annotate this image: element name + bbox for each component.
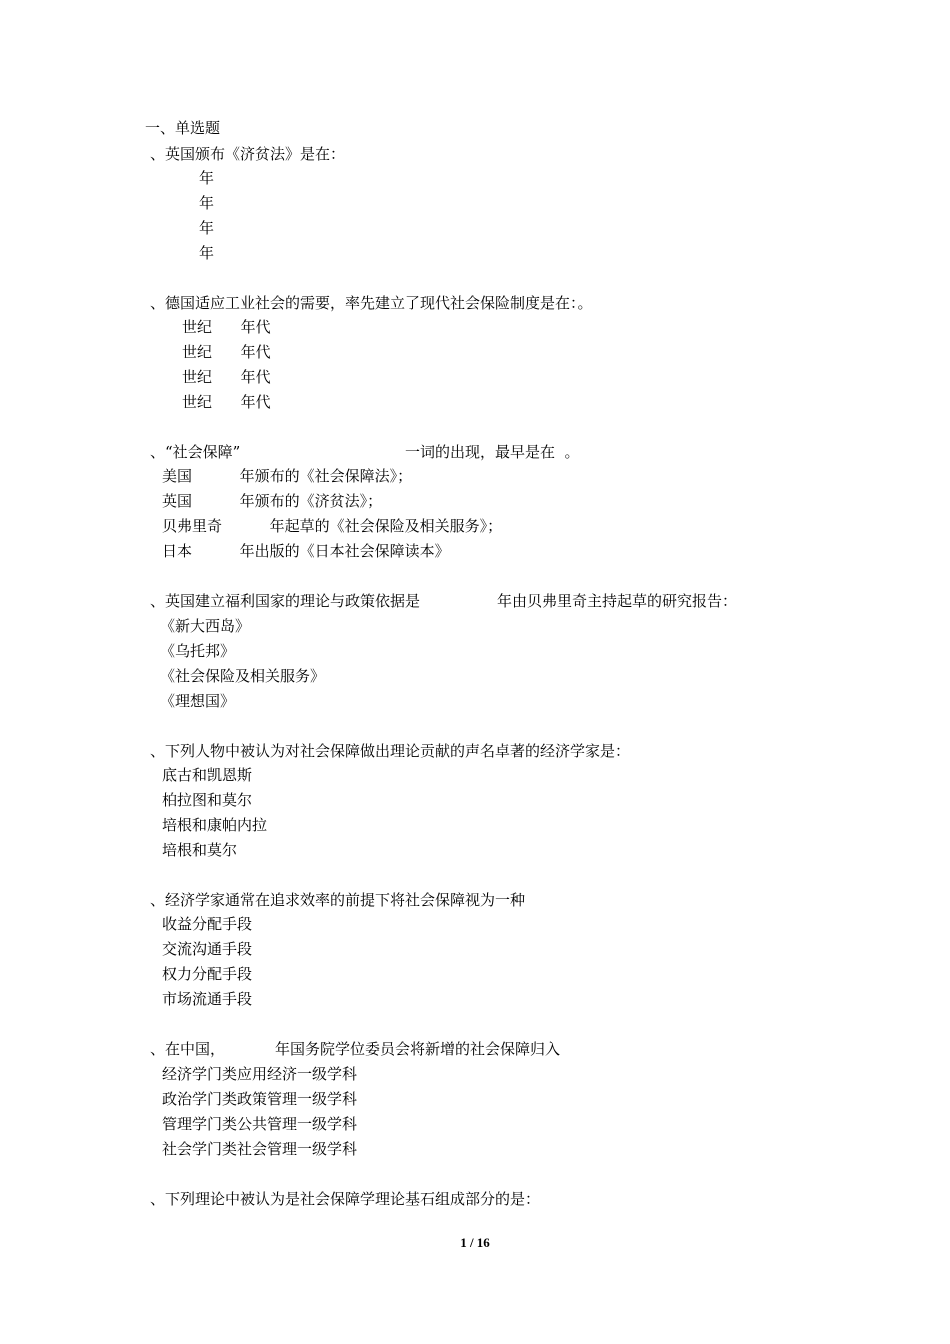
question-2-option: 世纪 年代 [182,318,271,336]
question-5-option: 培根和康帕内拉 [162,816,268,834]
question-5-option: 柏拉图和莫尔 [162,791,253,809]
question-6-option: 交流沟通手段 [162,940,253,958]
question-7-stem-part1: 、在中国， [150,1040,226,1058]
question-7-stem-part2: 年国务院学位委员会将新增的社会保障归入 [275,1040,561,1058]
question-7-option: 政治学门类政策管理一级学科 [162,1090,358,1108]
question-4-option: 《理想国》 [160,692,236,710]
question-3-option: 英国 年颁布的《济贫法》； [162,492,383,510]
question-1-option: 年 [199,169,215,187]
question-7-option: 管理学门类公共管理一级学科 [162,1115,358,1133]
question-3-option: 美国 年颁布的《社会保障法》； [162,467,413,485]
question-3-stem-part2: 一词的出现，最早是在 。 [405,443,580,461]
page-number: 1 / 16 [460,1235,490,1250]
question-4-stem-part1: 、英国建立福利国家的理论与政策依据是 [150,592,421,610]
question-5-option: 培根和莫尔 [162,841,238,859]
question-7-option: 社会学门类社会管理一级学科 [162,1140,358,1158]
question-5-option: 底古和凯恩斯 [162,766,253,784]
question-2-option: 世纪 年代 [182,393,271,411]
question-2-stem: 、德国适应工业社会的需要，率先建立了现代社会保险制度是在：。 [150,294,593,312]
question-3-stem-part1: 、“社会保障” [150,443,241,461]
question-3-option: 贝弗里奇 年起草的《社会保险及相关服务》； [162,517,503,535]
question-8-stem: 、下列理论中被认为是社会保障学理论基石组成部分的是： [150,1190,541,1208]
question-6-stem: 、经济学家通常在追求效率的前提下将社会保障视为一种 [150,891,526,909]
question-4-option: 《新大西岛》 [160,617,251,635]
question-5-stem: 、下列人物中被认为对社会保障做出理论贡献的声名卓著的经济学家是： [150,742,631,760]
question-1-option: 年 [199,194,215,212]
question-1-option: 年 [199,219,215,237]
section-title: 一、单选题 [145,119,221,137]
question-6-option: 权力分配手段 [162,965,253,983]
question-4-option: 《乌托邦》 [160,642,236,660]
question-1-option: 年 [199,244,215,262]
question-2-option: 世纪 年代 [182,368,271,386]
question-4-stem-part2: 年由贝弗里奇主持起草的研究报告： [497,592,738,610]
question-7-option: 经济学门类应用经济一级学科 [162,1065,358,1083]
question-4-option: 《社会保险及相关服务》 [160,667,326,685]
question-2-option: 世纪 年代 [182,343,271,361]
question-3-option: 日本 年出版的《日本社会保障读本》 [162,542,450,560]
question-6-option: 收益分配手段 [162,915,253,933]
question-1-stem: 、英国颁布《济贫法》是在： [150,145,346,163]
question-6-option: 市场流通手段 [162,990,253,1008]
